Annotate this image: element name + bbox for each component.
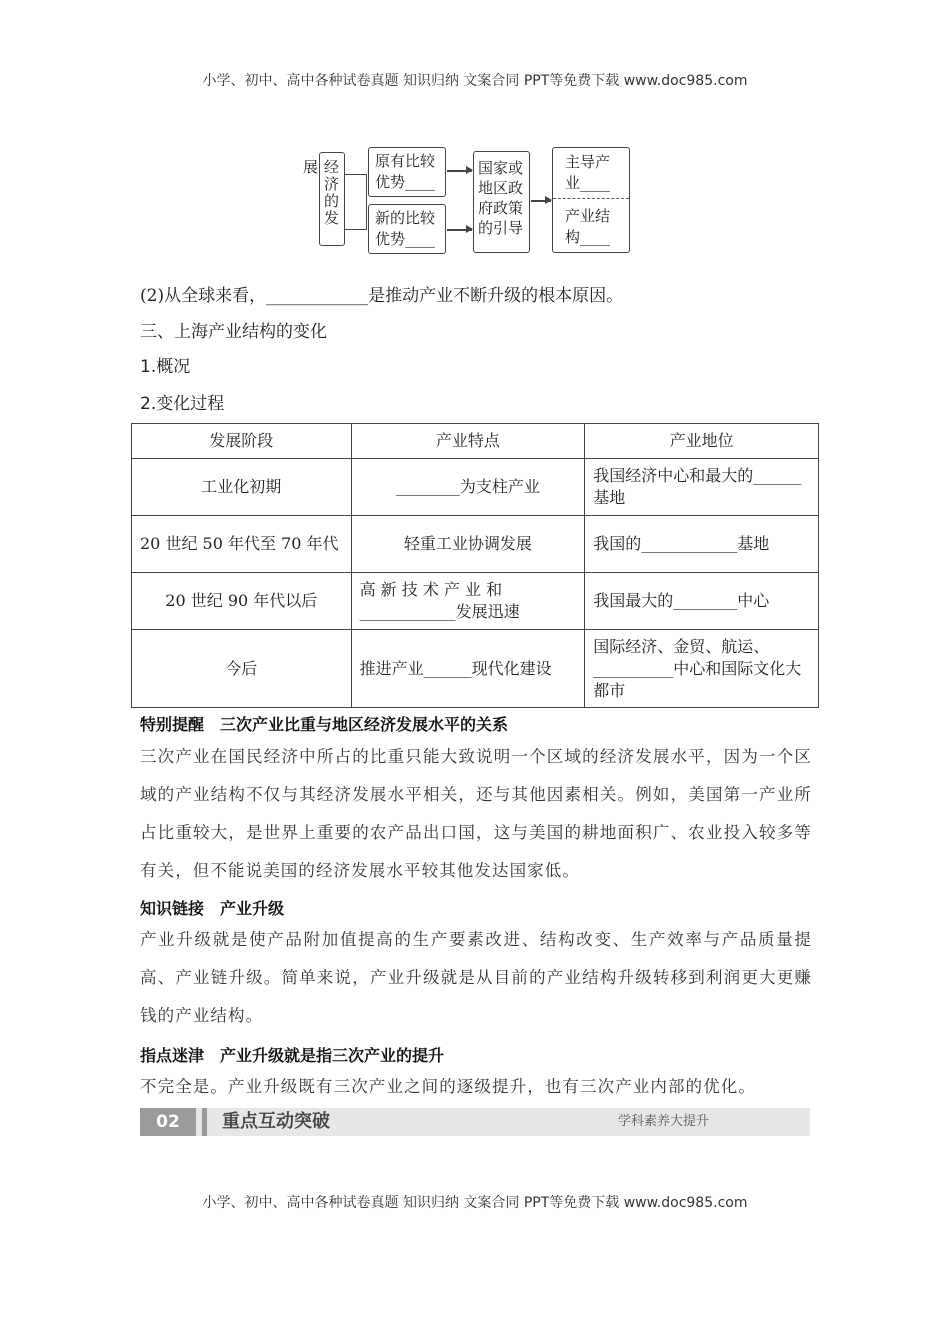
banner-number: 02: [140, 1108, 196, 1136]
new-advantage-box: [368, 204, 446, 254]
industry-structure-line2: 构____: [565, 228, 611, 246]
page-footer: 小学、初中、高中各种试卷真题 知识归纳 文案合同 PPT等免费下载 www.doc985.com: [202, 1195, 748, 1211]
section-banner: [140, 1108, 810, 1136]
new-advantage-line1: 新的比较: [375, 209, 436, 227]
industry-result-box: [552, 147, 630, 253]
reminder-text: 三次产业在国民经济中所占的比重只能大致说明一个区域的经济发展水平，因为一个区域的产业结构不仅与其经济发展水平相关，还与其他因素相关。例如，美国第一产业所占比重较大，是世界上重要的农产品出口国，这与美国的耕地面积广、农业投入较多等有关，但不能说美国的经济发展水平较其他发达国家低。: [140, 747, 812, 880]
gov-line3: 府政策: [478, 199, 524, 217]
row2-status: 我国的____________基地: [585, 516, 819, 573]
original-advantage-line1: 原有比较: [375, 152, 436, 170]
page-header: 小学、初中、高中各种试卷真题 知识归纳 文案合同 PPT等免费下载 www.doc985.com: [202, 73, 748, 89]
dashed-divider: [553, 198, 629, 199]
header-status: 产业地位: [585, 424, 819, 459]
row3-stage: 20 世纪 90 年代以后: [132, 573, 352, 630]
arrow-new-to-gov: [447, 229, 472, 231]
question-2: (2)从全球来看，____________是推动产业不断升级的根本原因。: [140, 286, 624, 306]
row1-status: 我国经济中心和最大的______基地: [585, 459, 819, 516]
tip-title: 指点迷津 产业升级就是指三次产业的提升: [140, 1046, 445, 1065]
reminder-title: 特别提醒 三次产业比重与地区经济发展水平的关系: [140, 715, 509, 734]
row3-feature: 高 新 技 术 产 业 和____________发展迅速: [351, 573, 585, 630]
tip-text: 不完全是。产业升级既有三次产业之间的逐级提升，也有三次产业内部的优化。: [140, 1077, 756, 1096]
row1-stage: 工业化初期: [132, 459, 352, 516]
banner-title: 重点互动突破: [222, 1111, 330, 1132]
gov-line2: 地区政: [478, 179, 524, 197]
industry-structure-line1: 产业结: [565, 207, 611, 225]
original-advantage-box: [368, 147, 446, 197]
economic-development-box: [301, 152, 345, 246]
left-bracket: [345, 174, 367, 230]
arrow-gov-to-result: [531, 200, 551, 202]
original-advantage-line2: 优势____: [375, 173, 436, 191]
section-3-item-2: 2.变化过程: [140, 394, 225, 414]
row2-stage: 20 世纪 50 年代至 70 年代: [132, 516, 352, 573]
header-stage: 发展阶段: [132, 424, 352, 459]
row3-status: 我国最大的________中心: [585, 573, 819, 630]
government-guidance-box: [473, 151, 530, 253]
row4-status: 国际经济、金贸、航运、__________中心和国际文化大都市: [585, 630, 819, 708]
gov-line1: 国家或: [478, 159, 524, 177]
shanghai-stages-table: [131, 423, 819, 708]
row4-stage: 今后: [132, 630, 352, 708]
leading-industry-line1: 主导产: [565, 153, 611, 171]
row4-feature: 推进产业______现代化建设: [351, 630, 585, 708]
section-3-title: 三、上海产业结构的变化: [140, 322, 327, 342]
table-row: [132, 459, 819, 516]
new-advantage-line2: 优势____: [375, 230, 436, 248]
section-3-item-1: 1.概况: [140, 357, 191, 377]
row2-feature: 轻重工业协调发展: [351, 516, 585, 573]
table-header-row: [132, 424, 819, 459]
industry-upgrade-diagram: [0, 0, 950, 260]
link-title: 知识链接 产业升级: [140, 899, 285, 918]
economic-development-label: 经济的发展: [301, 159, 340, 227]
table-row: [132, 573, 819, 630]
header-feature: 产业特点: [351, 424, 585, 459]
table-row: [132, 630, 819, 708]
table-row: [132, 516, 819, 573]
link-text: 产业升级就是使产品附加值提高的生产要素改进、结构改变、生产效率与产品质量提高、产业链升级。简单来说，产业升级就是从目前的产业结构升级转移到利润更大更赚钱的产业结构。: [140, 930, 812, 1025]
gov-line4: 的引导: [478, 219, 524, 237]
banner-divider: [202, 1108, 207, 1136]
banner-subtitle: 学科素养大提升: [618, 1114, 710, 1129]
row1-feature: ________为支柱产业: [351, 459, 585, 516]
arrow-original-to-gov: [447, 170, 472, 172]
leading-industry-line2: 业____: [565, 174, 611, 192]
